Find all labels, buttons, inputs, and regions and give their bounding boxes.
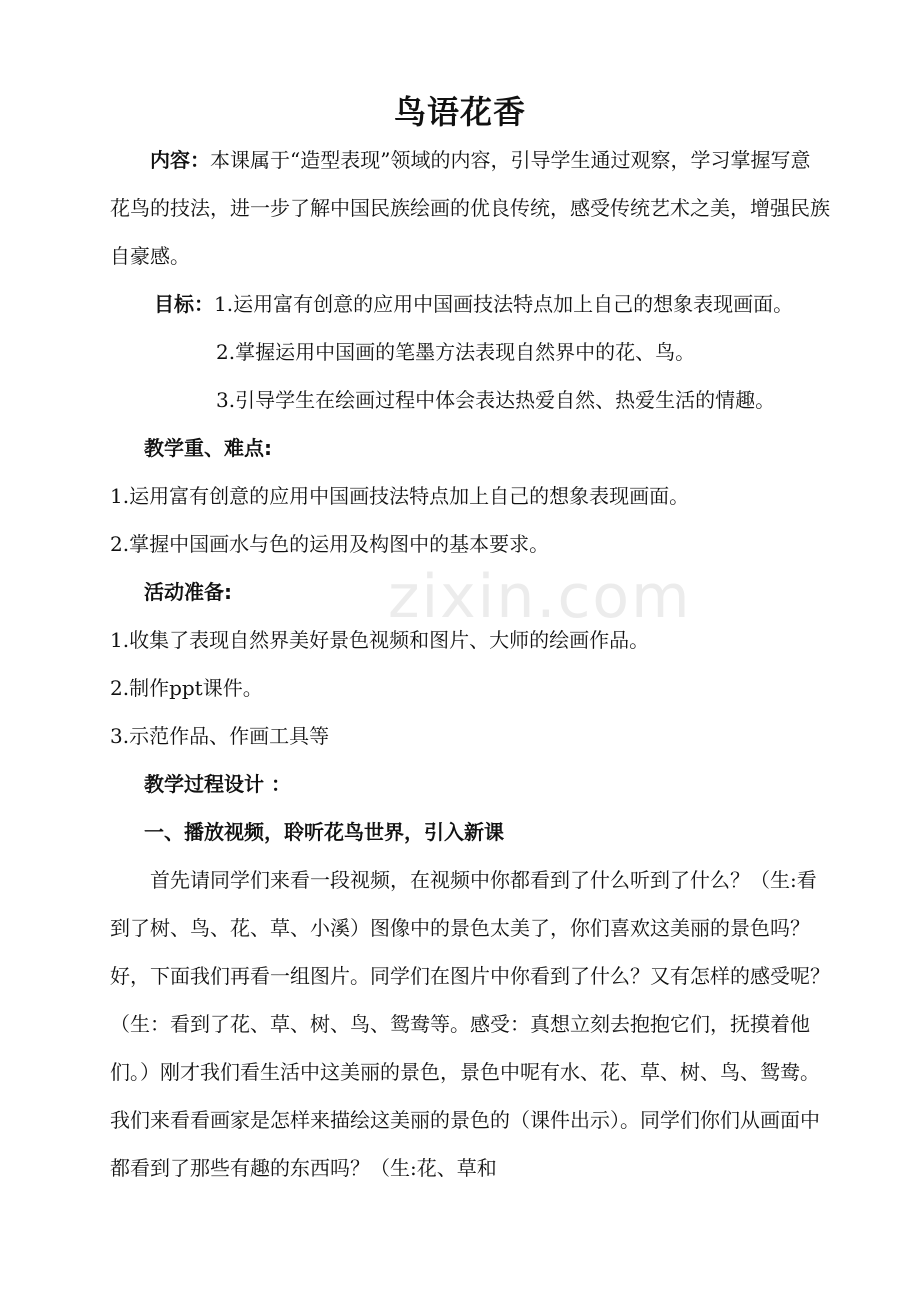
key-point-item: 1.运用富有创意的应用中国画技法特点加上自己的想象表现画面。 <box>110 484 690 508</box>
goals-label: 目标： <box>154 292 214 316</box>
key-points-heading: 教学重、难点: <box>144 436 272 460</box>
document-title: 鸟语花香 <box>393 93 526 131</box>
goal-item: 3.引导学生在绘画过程中体会表达热爱自然、热爱生活的情趣。 <box>216 388 776 412</box>
content-text: 本课属于“造型表现”领域的内容，引导学生通过观察，学习掌握写意花鸟的技法，进一步了解中国民族绘画的优良传统，感受传统艺术之美，增强民族自豪感。 <box>110 148 830 268</box>
watermark: zixin.com <box>388 562 692 632</box>
process-heading: 教学过程设计 ： <box>144 772 291 796</box>
document-body <box>110 136 830 1192</box>
preparation-item: 2.制作ppt课件。 <box>110 676 263 700</box>
preparation-heading: 活动准备: <box>144 580 232 604</box>
preparation-item: 1.收集了表现自然界美好景色视频和图片、大师的绘画作品。 <box>110 628 650 652</box>
goal-item: 1.运用富有创意的应用中国画技法特点加上自己的想象表现画面。 <box>214 292 794 316</box>
goal-line <box>110 280 830 328</box>
content-label: 内容： <box>150 148 210 172</box>
section1-paragraph: 首先请同学们来看一段视频，在视频中你都看到了什么听到了什么？（生:看到了树、鸟、花、草、小溪）图像中的景色太美了，你们喜欢这美丽的景色吗？好，下面我们再看一组图片。同学们在图片中你看到了什么？又有怎样的感受呢？（生：看到了花、草、树、鸟、鸳鸯等。感受：真想立刻去抱抱它们，抚摸着他们。）刚才我们看生活中这美丽的景色，景色中呢有水、花、草、树、鸟、鸳鸯。我们来看看画家是怎样来描绘这美丽的景色的（课件出示）。同学们你们从画面中都看到了那些有趣的东西吗？（生:花、草和 <box>110 868 830 1180</box>
content-paragraph <box>110 136 830 280</box>
goal-item: 2.掌握运用中国画的笔墨方法表现自然界中的花、鸟。 <box>216 340 696 364</box>
key-point-item: 2.掌握中国画水与色的运用及构图中的基本要求。 <box>110 532 550 556</box>
section1-heading: 一、播放视频，聆听花鸟世界，引入新课 <box>144 820 504 844</box>
preparation-item: 3.示范作品、作画工具等 <box>110 724 330 748</box>
